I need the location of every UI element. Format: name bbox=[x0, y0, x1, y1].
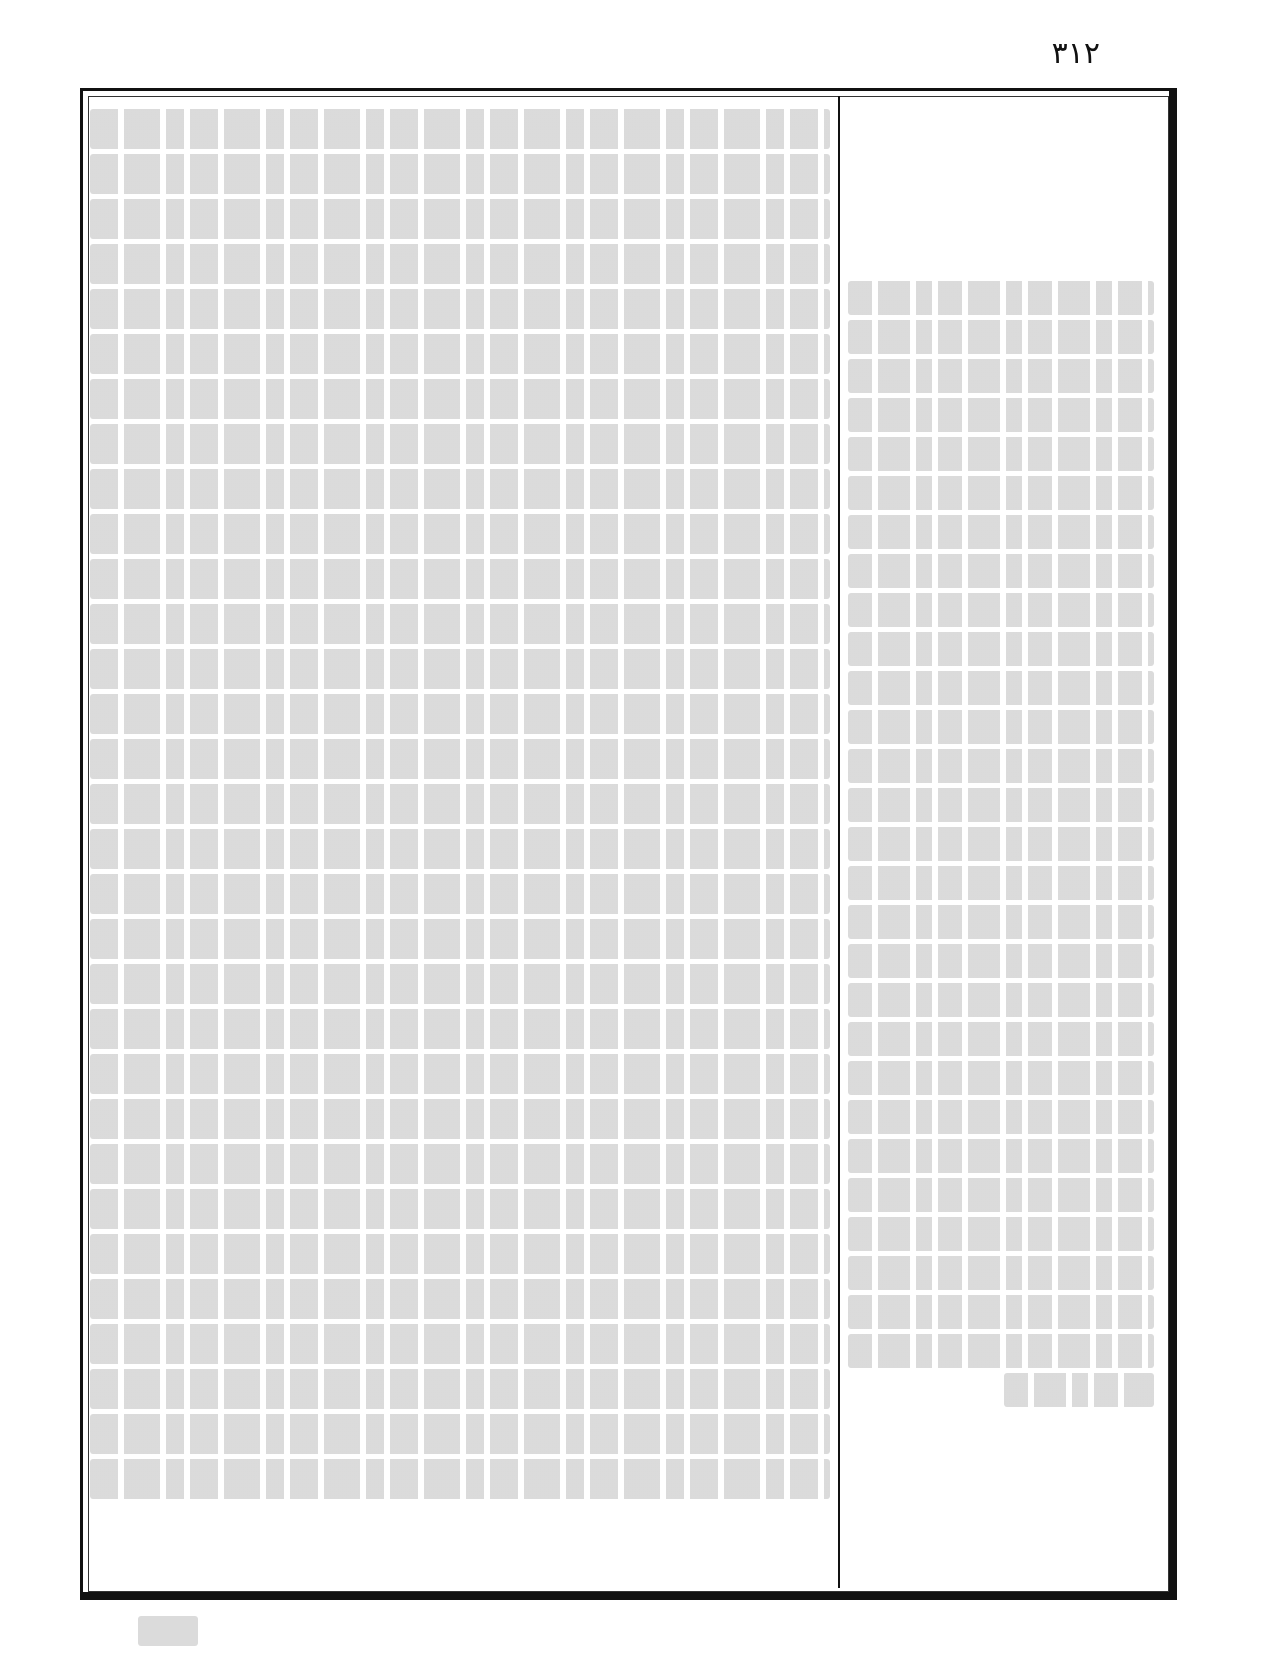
margin-commentary-block bbox=[848, 276, 1154, 1452]
commentary-text-block bbox=[90, 104, 830, 1584]
commentary-line-placeholder bbox=[90, 1324, 830, 1364]
margin-note-line-placeholder bbox=[848, 515, 1154, 549]
margin-note-line-placeholder bbox=[848, 593, 1154, 627]
margin-note-line-placeholder bbox=[848, 1061, 1154, 1095]
page-number: ٣١٢ bbox=[1051, 36, 1100, 71]
commentary-line-placeholder bbox=[90, 1144, 830, 1184]
margin-note-line-placeholder bbox=[848, 554, 1154, 588]
commentary-line-placeholder bbox=[90, 199, 830, 239]
commentary-line-placeholder bbox=[90, 964, 830, 1004]
margin-note-line-placeholder bbox=[848, 1139, 1154, 1173]
commentary-line-placeholder bbox=[90, 1099, 830, 1139]
margin-note-line-placeholder bbox=[848, 281, 1154, 315]
commentary-line-placeholder bbox=[90, 694, 830, 734]
margin-note-line-placeholder bbox=[848, 398, 1154, 432]
commentary-line-placeholder bbox=[90, 919, 830, 959]
margin-note-line-placeholder bbox=[848, 671, 1154, 705]
commentary-line-placeholder bbox=[90, 1414, 830, 1454]
column-divider-rule bbox=[838, 96, 840, 1588]
commentary-line-placeholder bbox=[90, 379, 830, 419]
commentary-line-placeholder bbox=[90, 1189, 830, 1229]
commentary-line-placeholder bbox=[90, 424, 830, 464]
margin-note-line-placeholder bbox=[848, 1178, 1154, 1212]
margin-note-line-placeholder bbox=[1004, 1373, 1154, 1407]
margin-note-line-placeholder bbox=[848, 1022, 1154, 1056]
margin-note-line-placeholder bbox=[848, 749, 1154, 783]
commentary-line-placeholder bbox=[90, 739, 830, 779]
margin-note-line-placeholder bbox=[848, 476, 1154, 510]
margin-note-line-placeholder bbox=[848, 788, 1154, 822]
commentary-line-placeholder bbox=[90, 1054, 830, 1094]
commentary-line-placeholder bbox=[90, 514, 830, 554]
commentary-line-placeholder bbox=[90, 1459, 830, 1499]
commentary-line-placeholder bbox=[90, 469, 830, 509]
commentary-line-placeholder bbox=[90, 604, 830, 644]
commentary-line-placeholder bbox=[90, 289, 830, 329]
commentary-line-placeholder bbox=[90, 244, 830, 284]
margin-note-line-placeholder bbox=[848, 1217, 1154, 1251]
commentary-line-placeholder bbox=[90, 1009, 830, 1049]
catchword bbox=[138, 1616, 198, 1646]
margin-note-line-placeholder bbox=[848, 983, 1154, 1017]
margin-note-line-placeholder bbox=[848, 1100, 1154, 1134]
margin-note-line-placeholder bbox=[848, 437, 1154, 471]
margin-note-line-placeholder bbox=[848, 359, 1154, 393]
commentary-line-placeholder bbox=[90, 874, 830, 914]
commentary-line-placeholder bbox=[90, 649, 830, 689]
margin-note-line-placeholder bbox=[848, 320, 1154, 354]
commentary-line-placeholder bbox=[90, 334, 830, 374]
commentary-line-placeholder bbox=[90, 1234, 830, 1274]
commentary-line-placeholder bbox=[90, 109, 830, 149]
commentary-line-placeholder bbox=[90, 784, 830, 824]
margin-note-line-placeholder bbox=[848, 866, 1154, 900]
margin-note-line-placeholder bbox=[848, 1295, 1154, 1329]
commentary-line-placeholder bbox=[90, 829, 830, 869]
commentary-line-placeholder bbox=[90, 154, 830, 194]
margin-note-line-placeholder bbox=[848, 632, 1154, 666]
commentary-line-placeholder bbox=[90, 1369, 830, 1409]
margin-note-line-placeholder bbox=[848, 944, 1154, 978]
margin-note-line-placeholder bbox=[848, 1256, 1154, 1290]
margin-note-line-placeholder bbox=[848, 1334, 1154, 1368]
margin-note-line-placeholder bbox=[848, 905, 1154, 939]
margin-note-line-placeholder bbox=[848, 827, 1154, 861]
commentary-line-placeholder bbox=[90, 559, 830, 599]
commentary-line-placeholder bbox=[90, 1279, 830, 1319]
margin-note-line-placeholder bbox=[848, 710, 1154, 744]
